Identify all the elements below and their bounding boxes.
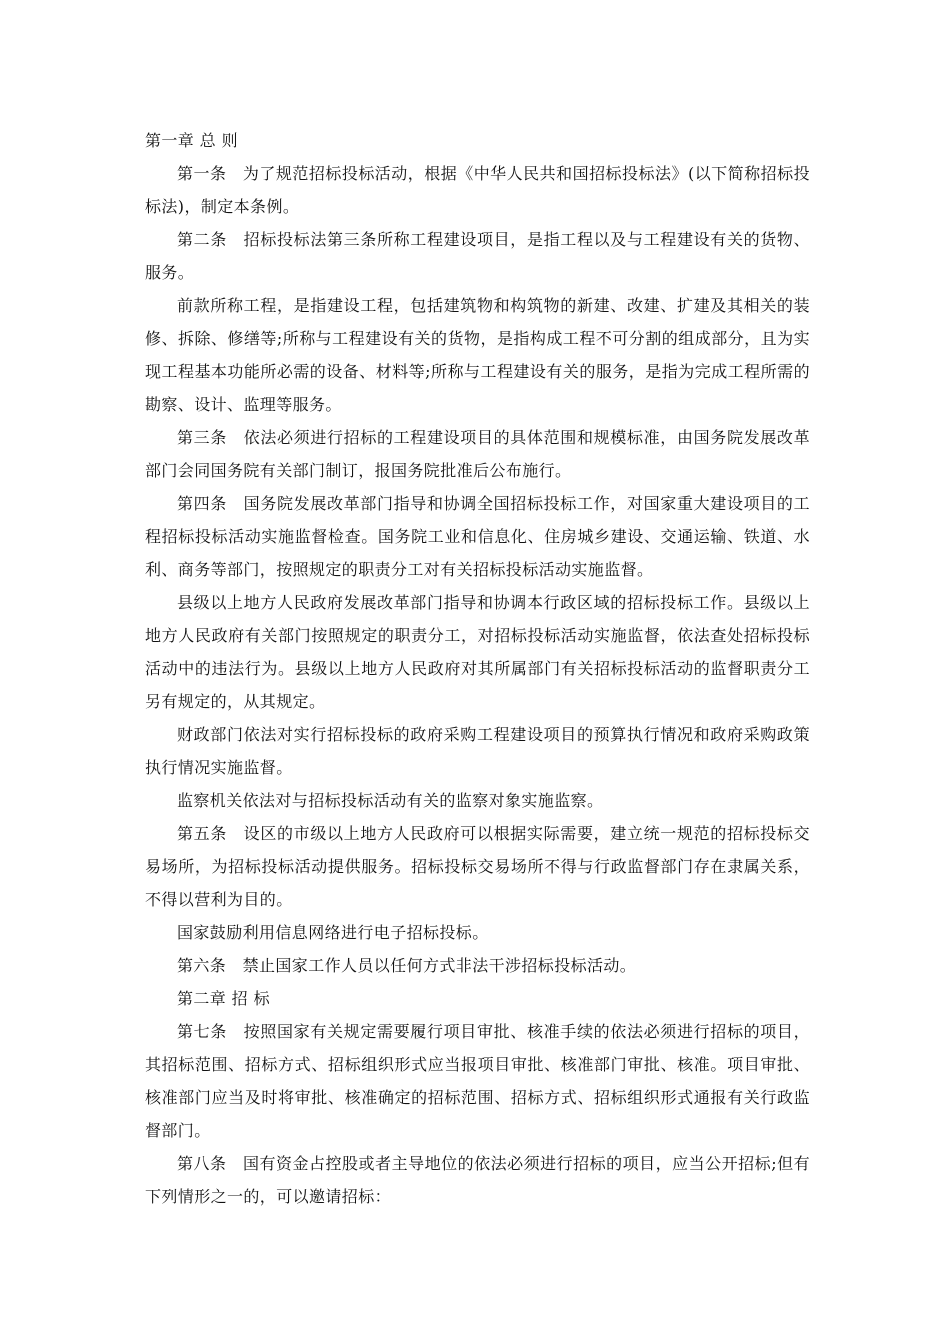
article-4-paragraph-4: 监察机关依法对与招标投标活动有关的监察对象实施监察。 bbox=[177, 791, 604, 810]
article-2: 第二条 招标投标法第三条所称工程建设项目，是指工程以及与工程建设有关的货物、服务。 bbox=[145, 230, 810, 282]
article-3: 第三条 依法必须进行招标的工程建设项目的具体范围和规模标准，由国务院发展改革部门会同国务院有关部门制订，报国务院批准后公布施行。 bbox=[145, 428, 810, 480]
article-7: 第七条 按照国家有关规定需要履行项目审批、核准手续的依法必须进行招标的项目，其招标范围、招标方式、招标组织形式应当报项目审批、核准部门审批、核准。项目审批、核准部门应当及时将审批、核准确定的招标范围、招标方式、招标组织形式通报有关行政监督部门。 bbox=[145, 1022, 810, 1140]
article-8: 第八条 国有资金占控股或者主导地位的依法必须进行招标的项目，应当公开招标;但有下列情形之一的，可以邀请招标： bbox=[145, 1154, 810, 1206]
article-2-paragraph-2: 前款所称工程，是指建设工程，包括建筑物和构筑物的新建、改建、扩建及其相关的装修、拆除、修缮等;所称与工程建设有关的货物，是指构成工程不可分割的组成部分，且为实现工程基本功能所必需的设备、材料等;所称与工程建设有关的服务，是指为完成工程所需的勘察、设计、监理等服务。 bbox=[145, 296, 810, 414]
document-body bbox=[145, 124, 810, 1213]
chapter-1-heading: 第一章 总 则 bbox=[145, 131, 238, 150]
article-5-paragraph-2: 国家鼓励利用信息网络进行电子招标投标。 bbox=[177, 923, 489, 942]
article-4: 第四条 国务院发展改革部门指导和协调全国招标投标工作，对国家重大建设项目的工程招标投标活动实施监督检查。国务院工业和信息化、住房城乡建设、交通运输、铁道、水利、商务等部门，按照规定的职责分工对有关招标投标活动实施监督。 bbox=[145, 494, 810, 579]
article-4-paragraph-3: 财政部门依法对实行招标投标的政府采购工程建设项目的预算执行情况和政府采购政策执行情况实施监督。 bbox=[145, 725, 810, 777]
article-4-paragraph-2: 县级以上地方人民政府发展改革部门指导和协调本行政区域的招标投标工作。县级以上地方人民政府有关部门按照规定的职责分工，对招标投标活动实施监督，依法查处招标投标活动中的违法行为。县级以上地方人民政府对其所属部门有关招标投标活动的监督职责分工另有规定的，从其规定。 bbox=[145, 593, 810, 711]
article-6: 第六条 禁止国家工作人员以任何方式非法干涉招标投标活动。 bbox=[177, 956, 637, 975]
article-5: 第五条 设区的市级以上地方人民政府可以根据实际需要，建立统一规范的招标投标交易场所，为招标投标活动提供服务。招标投标交易场所不得与行政监督部门存在隶属关系，不得以营利为目的。 bbox=[145, 824, 810, 909]
article-1: 第一条 为了规范招标投标活动，根据《中华人民共和国招标投标法》(以下简称招标投标法)，制定本条例。 bbox=[145, 164, 810, 216]
chapter-2-heading: 第二章 招 标 bbox=[177, 989, 270, 1008]
